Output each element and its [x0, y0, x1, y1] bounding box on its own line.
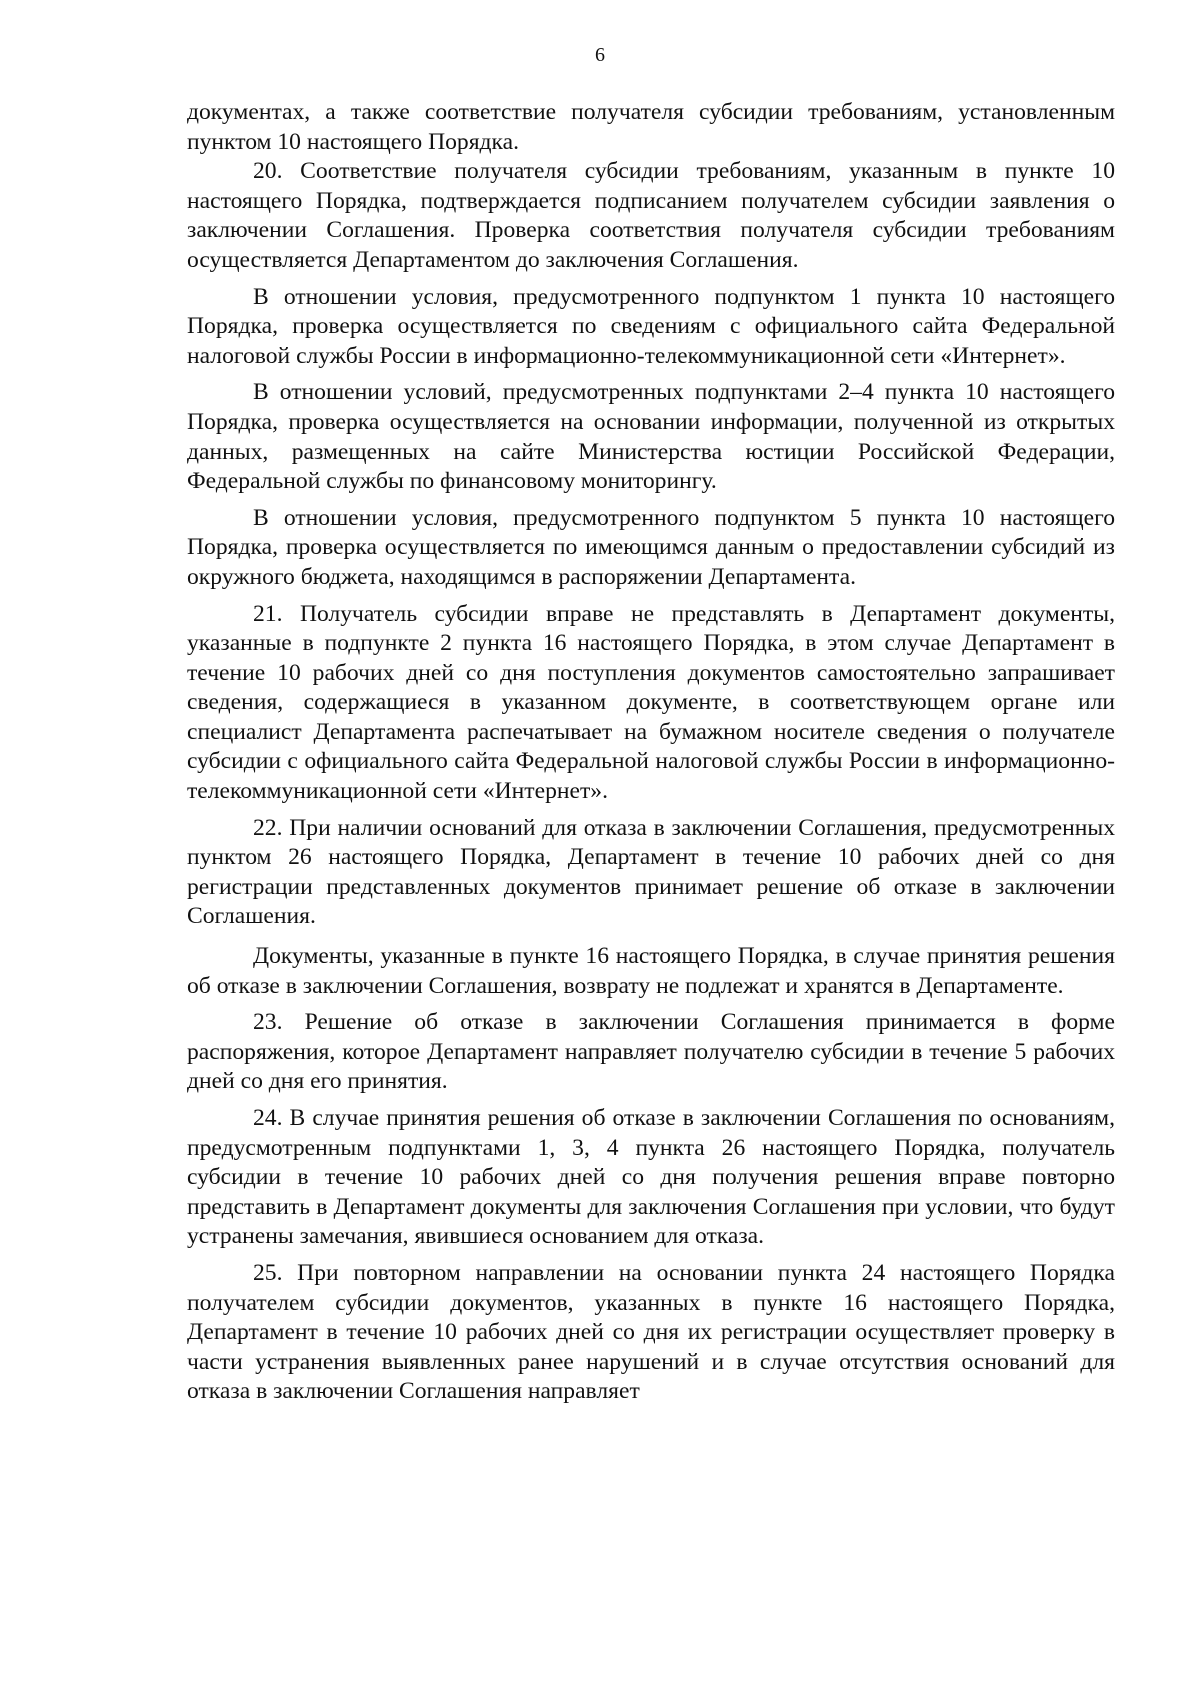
- paragraph-conditions-2-4: В отношении условий, предусмотренных подпунктами 2–4 пункта 10 настоящего Порядка, проверка осуществляется на основании информации, полученной из открытых данных, размещенных на сайте Министерства юстиции Российской Федерации, Федеральной службы по финансовому мониторингу.: [187, 379, 1115, 495]
- paragraph-item-24: 24. В случае принятия решения об отказе в заключении Соглашения по основаниям, предусмотренным подпунктами 1, 3, 4 пункта 26 настоящего Порядка, получатель субсидии в течение 10 рабочих дней со дня получения решения вправе повторно представить в Департамент документы для заключения Соглашения при условии, что будут устранены замечания, явившиеся основанием для отказа.: [187, 1105, 1115, 1250]
- paragraph-item-22: 22. При наличии оснований для отказа в заключении Соглашения, предусмотренных пунктом 26 настоящего Порядка, Департамент в течение 10 рабочих дней со дня регистрации представленных документов принимает решение об отказе в заключении Соглашения.: [187, 814, 1115, 930]
- paragraph-continuation: документах, а также соответствие получателя субсидии требованиям, установленным пунктом 10 настоящего Порядка.: [187, 99, 1115, 155]
- document-body: [187, 98, 1115, 1407]
- paragraph-item-21: 21. Получатель субсидии вправе не представлять в Департамент документы, указанные в подпункте 2 пункта 16 настоящего Порядка, в этом случае Департамент в течение 10 рабочих дней со дня поступления документов самостоятельно запрашивает сведения, содержащиеся в указанном документе, в соответствующем органе или специалист Департамента распечатывает на бумажном носителе сведения о получателе субсидии с официального сайта Федеральной налоговой службы России в информационно-телекоммуникационной сети «Интернет».: [187, 600, 1115, 805]
- page-number: 6: [595, 44, 605, 66]
- paragraph-item-20: 20. Соответствие получателя субсидии требованиям, указанным в пункте 10 настоящего Порядка, подтверждается подписанием получателем субсидии заявления о заключении Соглашения. Проверка соответствия получателя субсидии требованиям осуществляется Департаментом до заключения Соглашения.: [187, 158, 1115, 273]
- paragraph-item-25: 25. При повторном направлении на основании пункта 24 настоящего Порядка получателем субсидии документов, указанных в пункте 16 настоящего Порядка, Департамент в течение 10 рабочих дней со дня их регистрации осуществляет проверку в части устранения выявленных ранее нарушений и в случае отсутствия оснований для отказа в заключении Соглашения направляет: [187, 1259, 1115, 1405]
- paragraph-documents-note: Документы, указанные в пункте 16 настоящего Порядка, в случае принятия решения об отказе в заключении Соглашения, возврату не подлежат и хранятся в Департаменте.: [187, 943, 1115, 999]
- paragraph-item-23: 23. Решение об отказе в заключении Соглашения принимается в форме распоряжения, которое Департамент направляет получателю субсидии в течение 5 рабочих дней со дня его принятия.: [187, 1009, 1115, 1095]
- paragraph-condition-1: В отношении условия, предусмотренного подпунктом 1 пункта 10 настоящего Порядка, проверка осуществляется по сведениям с официального сайта Федеральной налоговой службы России в информационно-телекоммуникационной сети «Интернет».: [187, 283, 1115, 369]
- paragraph-condition-5: В отношении условия, предусмотренного подпунктом 5 пункта 10 настоящего Порядка, проверка осуществляется по имеющимся данным о предоставлении субсидий из окружного бюджета, находящимся в распоряжении Департамента.: [187, 504, 1115, 590]
